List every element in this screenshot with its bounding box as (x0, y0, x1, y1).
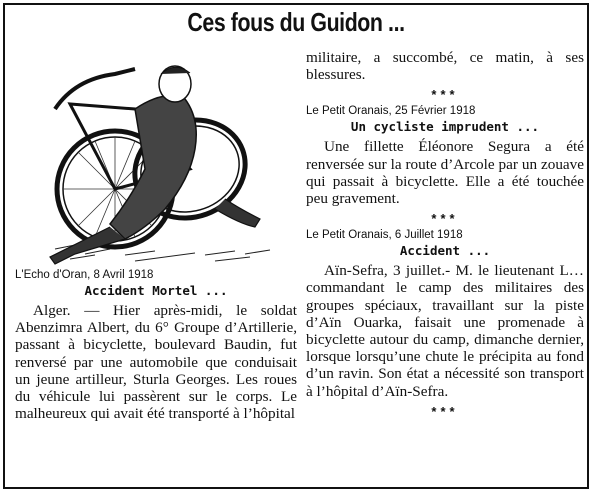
article2-headline: Un cycliste imprudent ... (350, 119, 540, 135)
article2-body: Une fillette Éléonore Segura a été renversée sur la route d’Arcole par un zouave qui passait à bicyclette. Elle a été touchée peu gravement. (306, 138, 584, 208)
continued-text: militaire, a succombé, ce matin, à ses blessures. (306, 49, 584, 84)
separator: *** (431, 403, 459, 419)
left-headline: Accident Mortel ... (84, 283, 228, 298)
left-source: L'Echo d'Oran, 8 Avril 1918 (15, 269, 154, 281)
left-column (15, 49, 297, 422)
left-body: Alger. — Hier après-midi, le soldat Abenzimra Albert, du 6° Groupe d’Artillerie, passant à bicyclette, boulevard Baudin, fut renversé par une automobile que conduisait un jeune artilleur, Sturla Georges. Les roues du véhicule lui passèrent sur le corps. Le malheureux qui avait été transporté à l’hôpital (15, 302, 297, 423)
article3-body: Aïn-Sefra, 3 juillet.- M. le lieutenant L… commandant le camp des militaires des groupes spéciaux, travaillant sur la piste d’Aïn Ouarka, faisait une promenade à bicyclette autour du camp, dimanche dernier, lorsque lorsqu’une chute le précipita au fond d’un ravin. Son état a nécessité son transport à l’hôpital d’Aïn-Sefra. (306, 262, 584, 400)
article3-headline: Accident ... (399, 243, 491, 259)
article-frame (3, 3, 589, 489)
article2-source: Le Petit Oranais, 25 Février 1918 (306, 105, 476, 118)
separator: *** (431, 211, 459, 227)
right-column (306, 49, 584, 422)
cyclist-illustration (15, 49, 291, 269)
page-title: Ces fous du Guidon ... (187, 7, 405, 37)
separator: *** (431, 87, 459, 103)
article3-source: Le Petit Oranais, 6 Juillet 1918 (306, 229, 463, 242)
